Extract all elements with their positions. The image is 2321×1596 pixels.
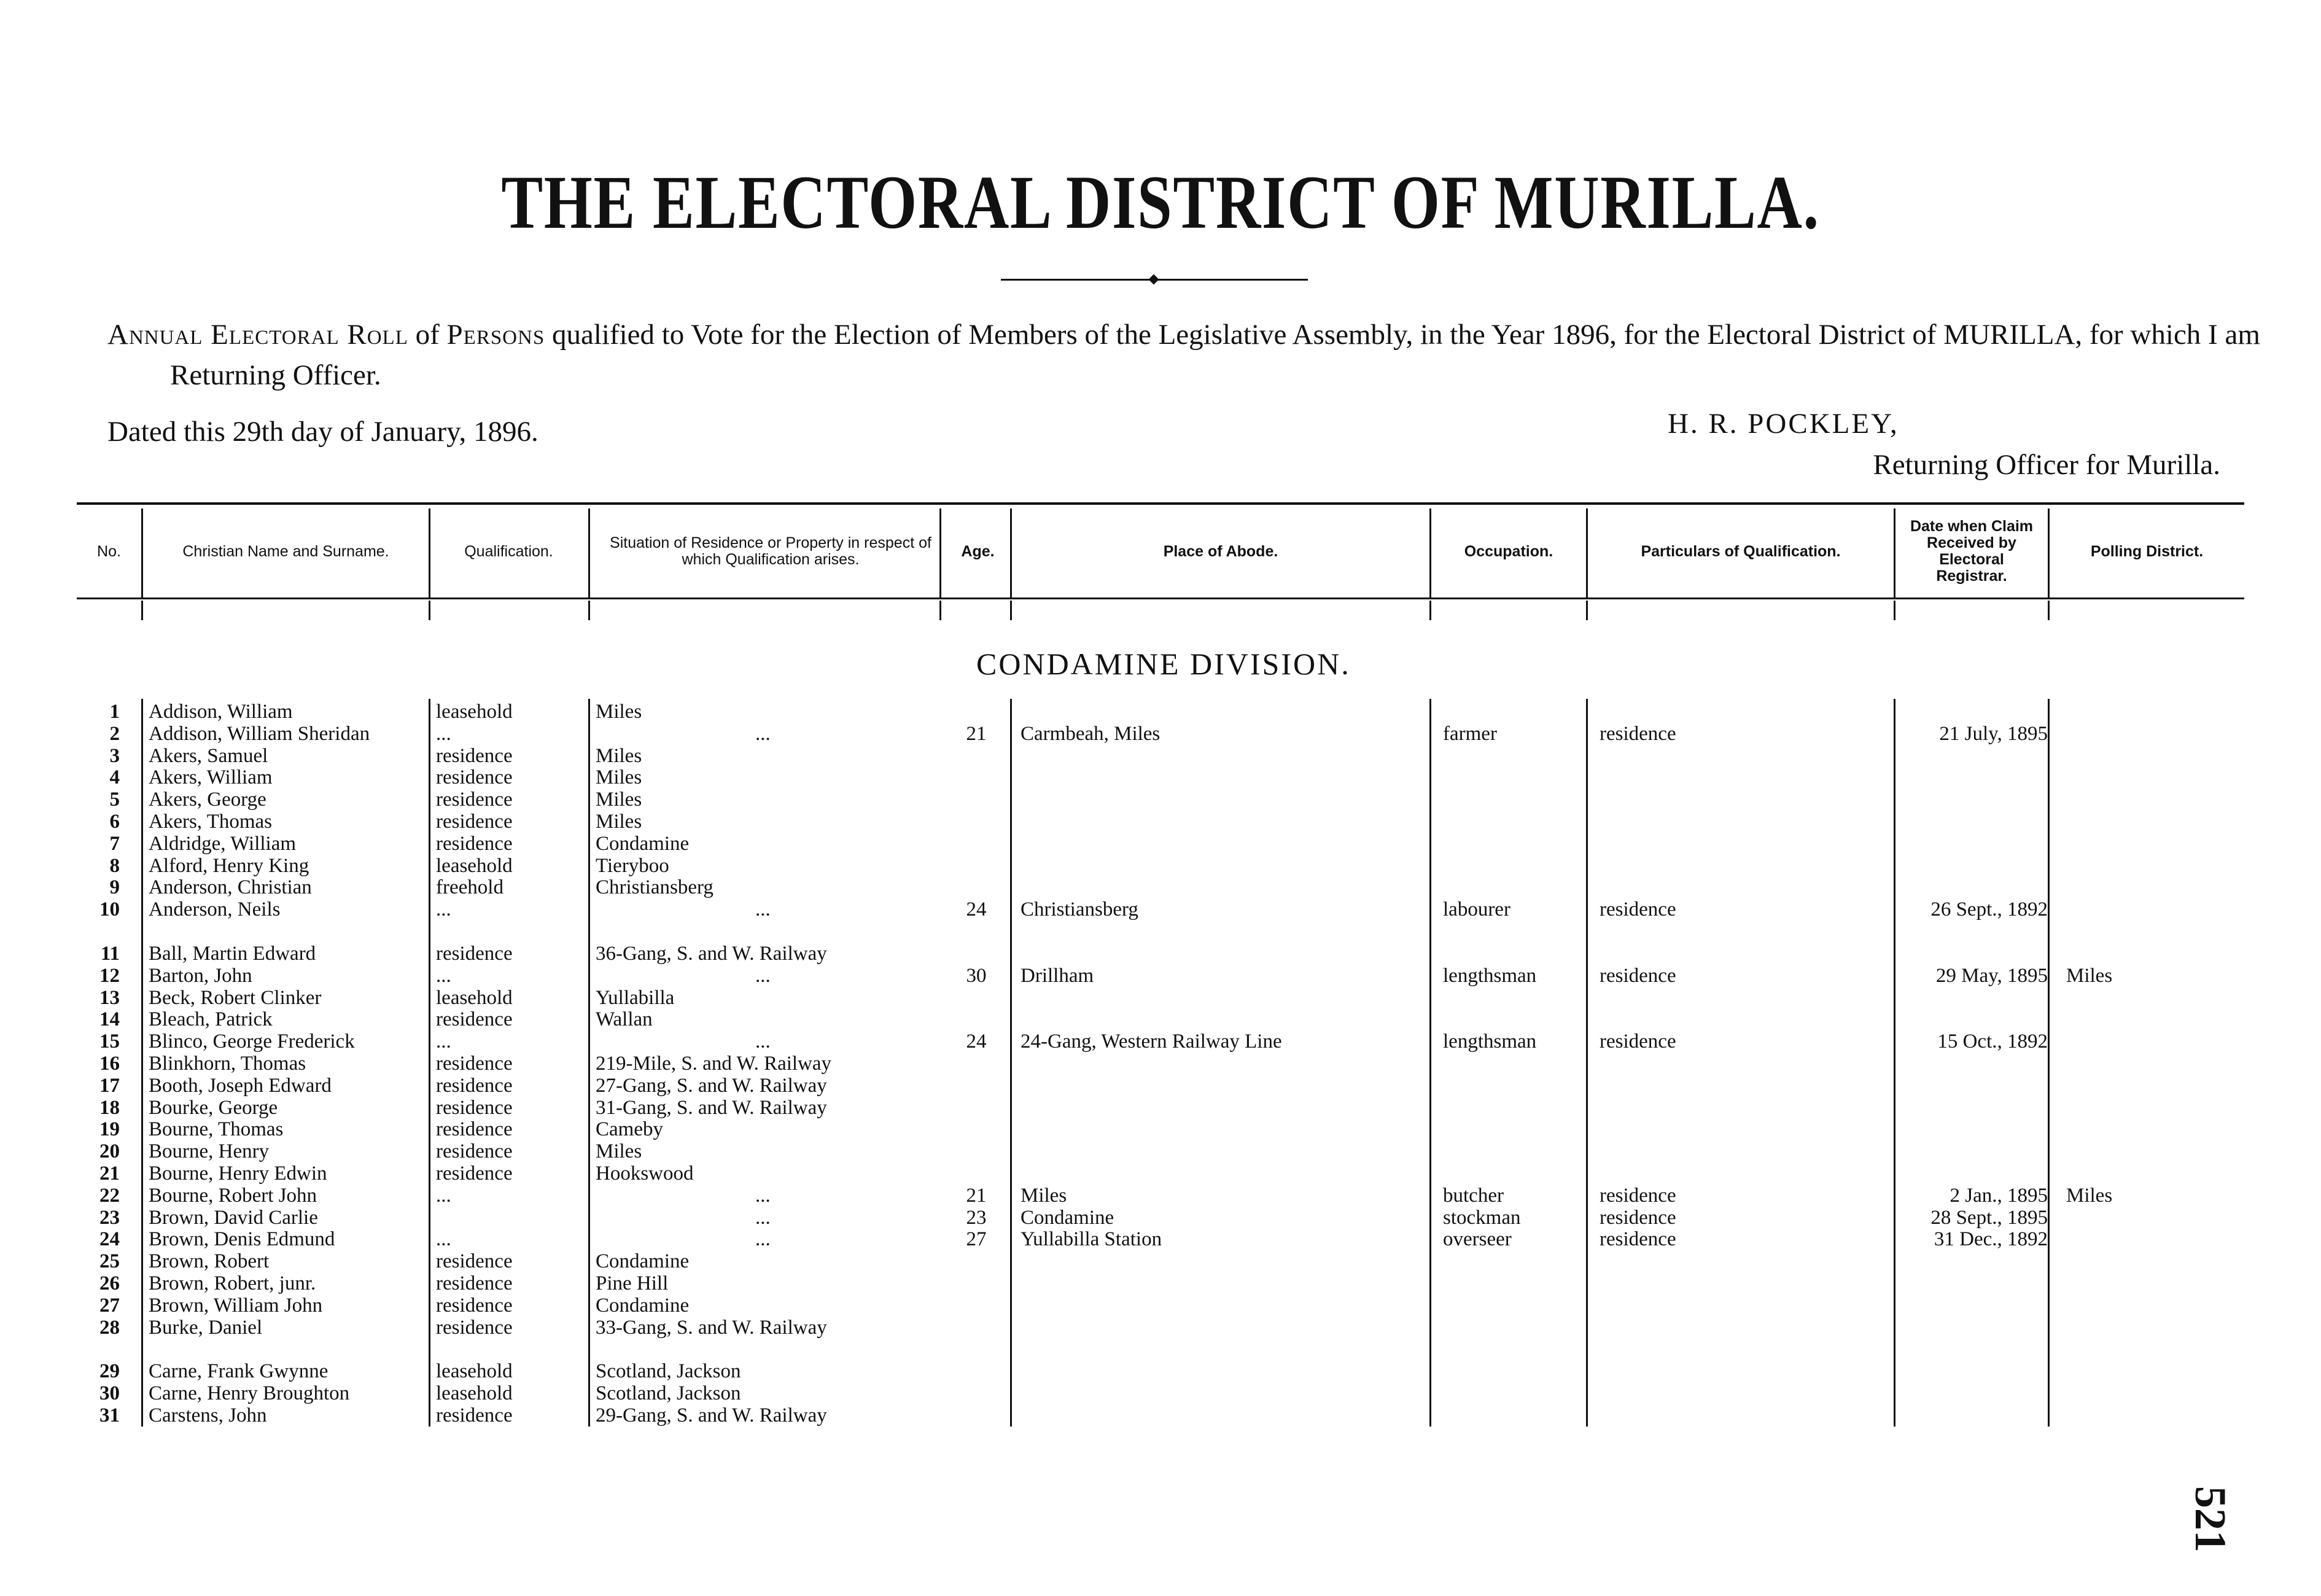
row-number: 16	[99, 1053, 120, 1075]
qualification: leasehold	[436, 701, 513, 723]
particulars: residence	[1600, 965, 1676, 987]
table-header-rule	[77, 598, 2244, 599]
table-row	[0, 1118, 2321, 1140]
row-number: 25	[99, 1250, 120, 1272]
elector-name: Alford, Henry King	[149, 855, 309, 877]
elector-name: Brown, Robert, junr.	[149, 1272, 316, 1294]
table-row	[0, 1272, 2321, 1294]
table-row	[0, 987, 2321, 1009]
row-number: 27	[99, 1294, 120, 1317]
qualification: leasehold	[436, 1360, 513, 1382]
column-rule-stub	[1894, 601, 1895, 620]
claim-date: 31 Dec., 1892	[1934, 1228, 2048, 1250]
row-number: 3	[109, 745, 120, 767]
situation: Cameby	[596, 1118, 663, 1140]
situation: 219-Mile, S. and W. Railway	[596, 1053, 832, 1075]
qualification: residence	[436, 1250, 513, 1272]
elector-name: Anderson, Neils	[149, 898, 281, 921]
row-number: 23	[99, 1207, 120, 1229]
table-row	[0, 1228, 2321, 1250]
particulars: residence	[1600, 723, 1676, 745]
situation: Miles	[596, 701, 642, 723]
qualification: residence	[436, 1272, 513, 1294]
elector-name: Bleach, Patrick	[149, 1008, 273, 1030]
table-row	[0, 1404, 2321, 1427]
claim-date: 28 Sept., 1895	[1930, 1207, 2048, 1229]
table-row	[0, 833, 2321, 855]
situation: Condamine	[596, 833, 690, 855]
row-number: 12	[99, 965, 120, 987]
elector-name: Carne, Frank Gwynne	[149, 1360, 329, 1382]
situation: Miles	[596, 745, 642, 767]
qualification: residence	[436, 1162, 513, 1185]
table-row	[0, 766, 2321, 788]
intro-of: of	[408, 319, 447, 351]
row-number: 8	[109, 855, 120, 877]
header-particulars: Particulars of Qualification.	[1641, 542, 1841, 560]
row-number: 17	[99, 1075, 120, 1097]
elector-name: Carne, Henry Broughton	[149, 1382, 350, 1404]
elector-name: Akers, Samuel	[149, 745, 268, 767]
elector-name: Akers, George	[149, 788, 266, 811]
row-number: 19	[99, 1118, 120, 1140]
elector-name: Booth, Joseph Edward	[149, 1075, 332, 1097]
column-rule-stub	[1429, 601, 1431, 620]
intro-paragraph	[107, 314, 2282, 395]
qualification: ...	[436, 1185, 451, 1207]
claim-date: 26 Sept., 1892	[1930, 898, 2048, 921]
occupation: butcher	[1443, 1185, 1504, 1207]
table-row	[0, 723, 2321, 745]
table-row	[0, 1250, 2321, 1272]
elector-name: Brown, David Carlie	[149, 1207, 318, 1229]
row-number: 28	[99, 1317, 120, 1339]
table-row	[0, 745, 2321, 767]
elector-name: Barton, John	[149, 965, 252, 987]
elector-name: Addison, William	[149, 701, 293, 723]
situation: Tieryboo	[596, 855, 669, 877]
title-ornament-rule	[1001, 275, 1308, 284]
qualification: leasehold	[436, 987, 513, 1009]
polling-district: Miles	[2066, 965, 2113, 987]
header-abode: Place of Abode.	[1163, 542, 1278, 560]
qualification: ...	[436, 723, 451, 745]
age: 21	[966, 1185, 987, 1207]
signatory-office: Returning Officer for Murilla.	[1873, 449, 2220, 481]
claim-date: 21 July, 1895	[1939, 723, 2048, 745]
row-number: 13	[99, 987, 120, 1009]
qualification: residence	[436, 1118, 513, 1140]
situation: Pine Hill	[596, 1272, 669, 1294]
elector-name: Anderson, Christian	[149, 876, 312, 898]
table-row	[0, 1097, 2321, 1119]
header-no: No.	[97, 542, 121, 560]
occupation: lengthsman	[1443, 1030, 1537, 1053]
situation: Condamine	[596, 1250, 690, 1272]
qualification: ...	[436, 898, 451, 921]
qualification: ...	[436, 965, 451, 987]
situation: 31-Gang, S. and W. Railway	[596, 1097, 827, 1119]
age: 30	[966, 965, 987, 987]
division-heading: CONDAMINE DIVISION.	[976, 647, 1351, 681]
qualification: residence	[436, 788, 513, 811]
table-row	[0, 1294, 2321, 1317]
elector-name: Beck, Robert Clinker	[149, 987, 322, 1009]
table-row	[0, 965, 2321, 987]
elector-name: Brown, Denis Edmund	[149, 1228, 335, 1250]
table-row	[0, 855, 2321, 877]
row-number: 9	[109, 876, 120, 898]
place-of-abode: Christiansberg	[1021, 898, 1138, 921]
claim-date: 15 Oct., 1892	[1937, 1030, 2048, 1053]
row-number: 14	[99, 1008, 120, 1030]
table-row	[0, 1008, 2321, 1030]
age: 23	[966, 1207, 987, 1229]
header-situation: Situation of Residence or Property in respect of which Qualification arises.	[610, 534, 931, 568]
row-number: 22	[99, 1185, 120, 1207]
row-number: 10	[99, 898, 120, 921]
column-rule-stub	[429, 601, 430, 620]
row-number: 11	[100, 943, 120, 965]
ditto-dots: ...	[755, 1185, 771, 1207]
document-title: THE ELECTORAL DISTRICT OF MURILLA.	[501, 160, 1820, 244]
table-row	[0, 1185, 2321, 1207]
particulars: residence	[1600, 1185, 1676, 1207]
column-rule-stub	[1010, 601, 1012, 620]
signatory-name: H. R. POCKLEY,	[1668, 408, 1899, 440]
situation: Yullabilla	[596, 987, 675, 1009]
situation: Miles	[596, 1140, 642, 1162]
situation: Scotland, Jackson	[596, 1382, 741, 1404]
table-row	[0, 788, 2321, 811]
elector-name: Aldridge, William	[149, 833, 297, 855]
place-of-abode: Carmbeah, Miles	[1021, 723, 1160, 745]
ditto-dots: ...	[755, 1030, 771, 1053]
row-number: 21	[99, 1162, 120, 1185]
elector-name: Blinco, George Frederick	[149, 1030, 355, 1053]
qualification: residence	[436, 1140, 513, 1162]
ditto-dots: ...	[755, 898, 771, 921]
place-of-abode: Yullabilla Station	[1021, 1228, 1162, 1250]
qualification: residence	[436, 1294, 513, 1317]
column-rule-stub	[588, 601, 590, 620]
table-row	[0, 811, 2321, 833]
situation: Wallan	[596, 1008, 653, 1030]
elector-name: Addison, William Sheridan	[149, 723, 370, 745]
claim-date: 29 May, 1895	[1935, 965, 2048, 987]
place-of-abode: Condamine	[1021, 1207, 1114, 1229]
row-number: 7	[109, 833, 120, 855]
particulars: residence	[1600, 898, 1676, 921]
table-row	[0, 943, 2321, 965]
row-number: 15	[99, 1030, 120, 1053]
row-number: 4	[109, 766, 120, 788]
row-number: 31	[99, 1404, 120, 1427]
header-date: Date when Claim Received by Electoral Registrar.	[1910, 518, 2034, 585]
situation: Miles	[596, 788, 642, 811]
row-number: 5	[109, 788, 120, 811]
qualification: residence	[436, 833, 513, 855]
intro-smallcaps-2: Persons	[446, 319, 545, 351]
situation: 36-Gang, S. and W. Railway	[596, 943, 827, 965]
ornament-diamond-icon	[1149, 274, 1159, 285]
header-qualification: Qualification.	[464, 542, 553, 560]
intro-text: qualified to Vote for the Election of Members of the Legislative Assembly, in the Year 1896, for the Electoral District of MURILLA, for which I am Returning Officer.	[170, 319, 2260, 391]
situation: 29-Gang, S. and W. Railway	[596, 1404, 827, 1427]
row-number: 24	[99, 1228, 120, 1250]
column-rule-stub	[141, 601, 143, 620]
header-occupation: Occupation.	[1464, 542, 1553, 560]
qualification: ...	[436, 1228, 451, 1250]
situation: Scotland, Jackson	[596, 1360, 741, 1382]
qualification: leasehold	[436, 855, 513, 877]
table-row	[0, 1030, 2321, 1053]
qualification: leasehold	[436, 1382, 513, 1404]
place-of-abode: Drillham	[1021, 965, 1094, 987]
elector-name: Blinkhorn, Thomas	[149, 1053, 306, 1075]
table-top-rule	[77, 502, 2244, 505]
ditto-dots: ...	[755, 723, 771, 745]
situation: Condamine	[596, 1294, 690, 1317]
header-name: Christian Name and Surname.	[182, 542, 389, 560]
situation: 27-Gang, S. and W. Railway	[596, 1075, 827, 1097]
header-polling: Polling District.	[2090, 542, 2204, 560]
row-number: 30	[99, 1382, 120, 1404]
elector-name: Carstens, John	[149, 1404, 267, 1427]
age: 21	[966, 723, 987, 745]
table-row	[0, 1162, 2321, 1185]
qualification: residence	[436, 943, 513, 965]
table-row	[0, 701, 2321, 723]
elector-name: Akers, William	[149, 766, 273, 788]
particulars: residence	[1600, 1207, 1676, 1229]
occupation: stockman	[1443, 1207, 1521, 1229]
qualification: residence	[436, 1053, 513, 1075]
elector-name: Akers, Thomas	[149, 811, 273, 833]
column-rule-stub	[2048, 601, 2050, 620]
particulars: residence	[1600, 1030, 1676, 1053]
occupation: labourer	[1443, 898, 1510, 921]
elector-name: Ball, Martin Edward	[149, 943, 316, 965]
row-number: 1	[109, 701, 120, 723]
particulars: residence	[1600, 1228, 1676, 1250]
table-row	[0, 1207, 2321, 1229]
claim-date: 2 Jan., 1895	[1950, 1185, 2048, 1207]
row-number: 2	[109, 723, 120, 745]
row-number: 6	[109, 811, 120, 833]
situation: 33-Gang, S. and W. Railway	[596, 1317, 827, 1339]
row-number: 18	[99, 1097, 120, 1119]
situation: Christiansberg	[596, 876, 713, 898]
elector-name: Brown, Robert	[149, 1250, 270, 1272]
elector-name: Burke, Daniel	[149, 1317, 263, 1339]
intro-smallcaps-1: Annual Electoral Roll	[107, 319, 408, 351]
table-row	[0, 1075, 2321, 1097]
age: 24	[966, 898, 987, 921]
table-row	[0, 1317, 2321, 1339]
elector-name: Bourne, Robert John	[149, 1185, 317, 1207]
occupation: lengthsman	[1443, 965, 1537, 987]
header-age: Age.	[961, 542, 995, 560]
table-row	[0, 876, 2321, 898]
page-number: 521	[2186, 1486, 2235, 1552]
ditto-dots: ...	[755, 1228, 771, 1250]
row-number: 26	[99, 1272, 120, 1294]
column-rule-stub	[939, 601, 941, 620]
situation: Miles	[596, 811, 642, 833]
qualification: residence	[436, 1404, 513, 1427]
situation: Miles	[596, 766, 642, 788]
elector-name: Brown, William John	[149, 1294, 323, 1317]
row-number: 20	[99, 1140, 120, 1162]
qualification: residence	[436, 745, 513, 767]
table-row	[0, 1382, 2321, 1404]
qualification: residence	[436, 811, 513, 833]
place-of-abode: 24-Gang, Western Railway Line	[1021, 1030, 1282, 1053]
age: 24	[966, 1030, 987, 1053]
place-of-abode: Miles	[1021, 1185, 1067, 1207]
ditto-dots: ...	[755, 1207, 771, 1229]
header-column-rule	[588, 508, 590, 598]
elector-name: Bourke, George	[149, 1097, 278, 1119]
qualification: residence	[436, 766, 513, 788]
row-number: 29	[99, 1360, 120, 1382]
qualification: residence	[436, 1097, 513, 1119]
table-row	[0, 898, 2321, 921]
situation: Hookswood	[596, 1162, 694, 1185]
table-row	[0, 1053, 2321, 1075]
column-rule-stub	[1586, 601, 1588, 620]
qualification: freehold	[436, 876, 503, 898]
qualification: residence	[436, 1317, 513, 1339]
polling-district: Miles	[2066, 1185, 2113, 1207]
occupation: overseer	[1443, 1228, 1512, 1250]
qualification: ...	[436, 1030, 451, 1053]
qualification: residence	[436, 1075, 513, 1097]
elector-name: Bourne, Henry Edwin	[149, 1162, 327, 1185]
elector-name: Bourne, Thomas	[149, 1118, 284, 1140]
age: 27	[966, 1228, 987, 1250]
qualification: residence	[436, 1008, 513, 1030]
dated-line: Dated this 29th day of January, 1896.	[107, 416, 538, 448]
occupation: farmer	[1443, 723, 1497, 745]
table-row	[0, 1360, 2321, 1382]
ditto-dots: ...	[755, 965, 771, 987]
table-row	[0, 1140, 2321, 1162]
elector-name: Bourne, Henry	[149, 1140, 270, 1162]
